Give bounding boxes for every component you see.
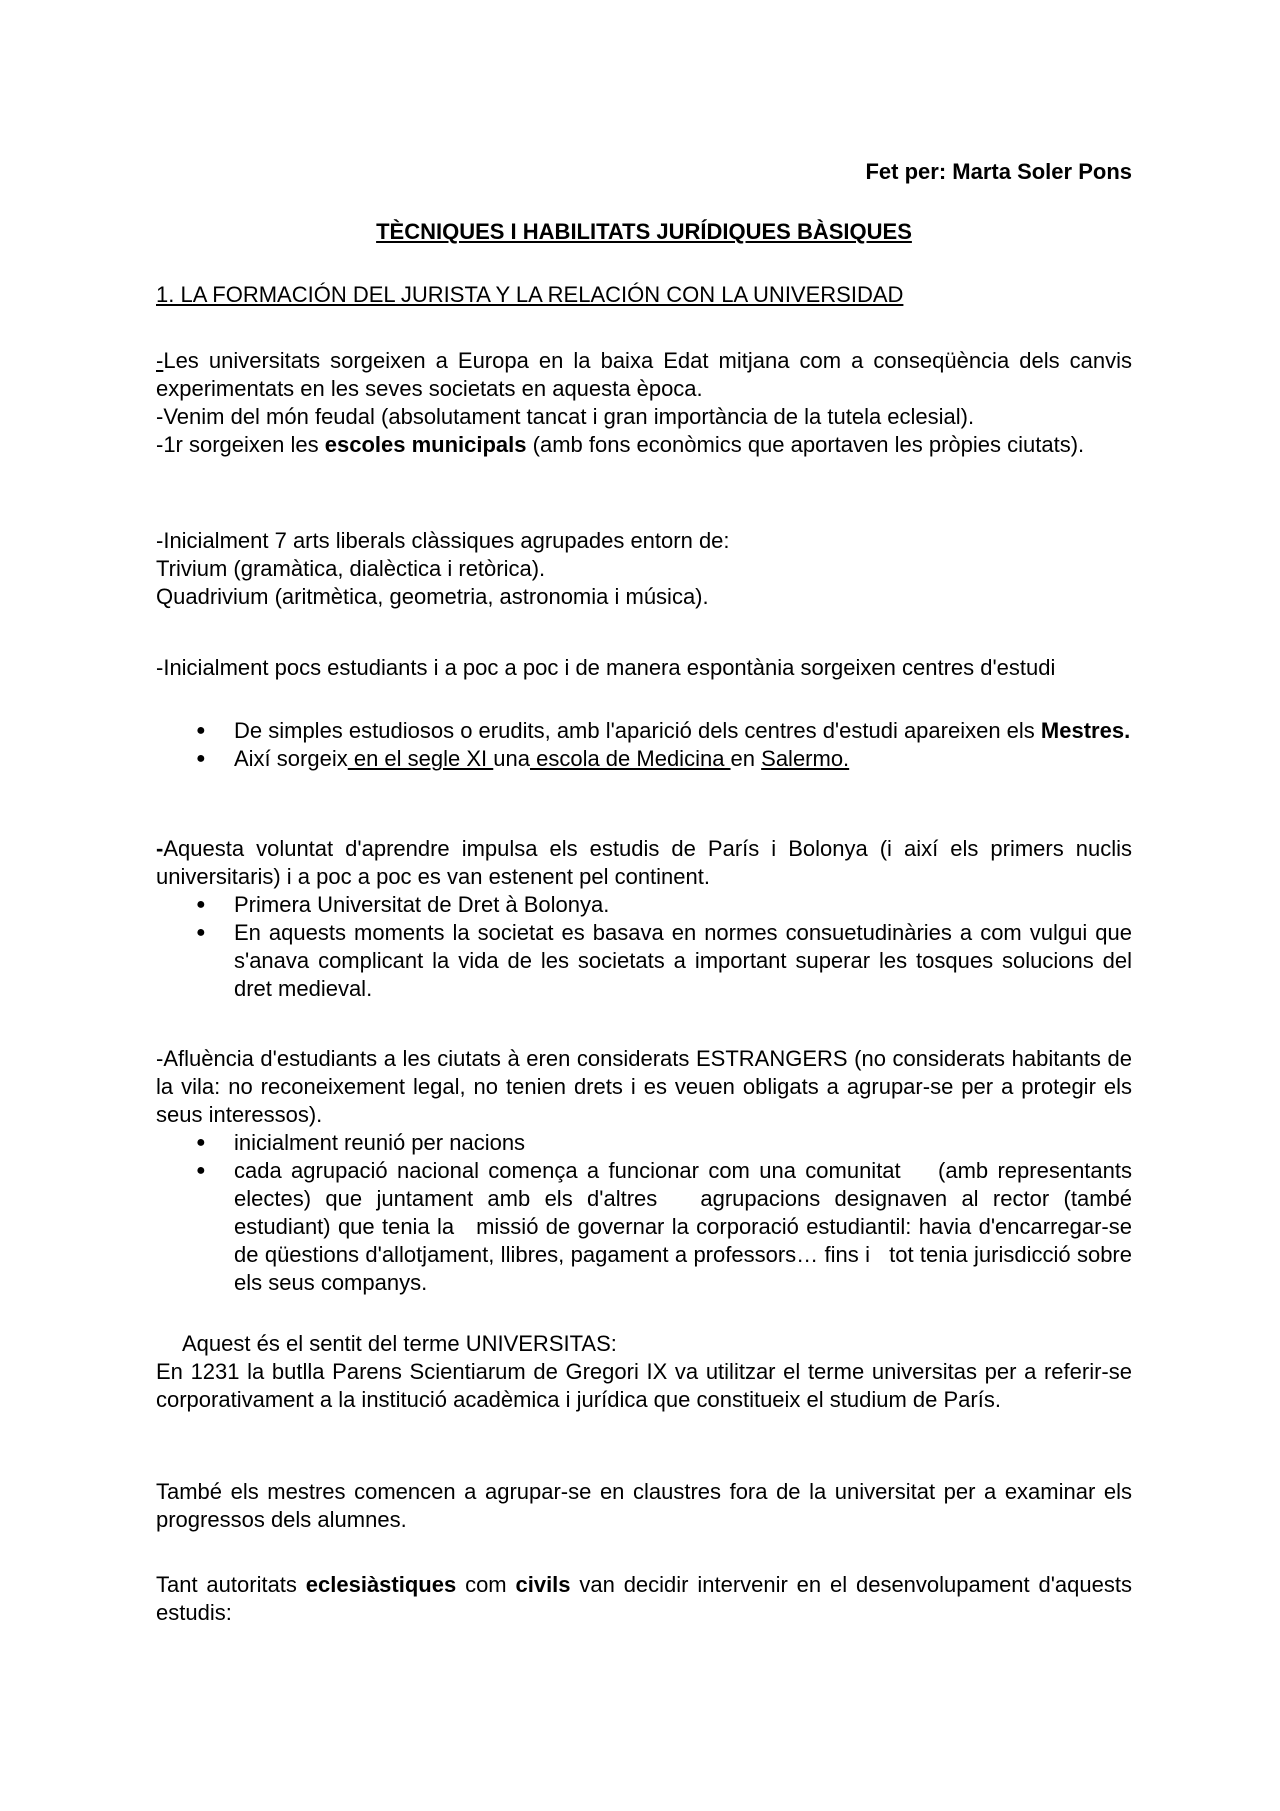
- bullet-text-e: en: [730, 746, 762, 771]
- author-line: Fet per: Marta Soler Pons: [865, 159, 1132, 184]
- intro-paragraph-2: -Venim del món feudal (absolutament tancat i gran importància de la tutela eclesial).: [156, 404, 975, 429]
- influx-section: [156, 1045, 1151, 1297]
- will-dash: -: [156, 836, 164, 861]
- authorities-paragraph: [156, 1571, 1132, 1627]
- bullet-text-f: Salermo.: [761, 746, 850, 771]
- list-item: [156, 745, 1132, 773]
- will-text: Aquesta voluntat d'aprendre impulsa els estudis de París i Bolonya (i així els primers nuclis universitaris) i a poc a poc es van estenent pel continent.: [156, 836, 1132, 889]
- list-item: ● Primera Universitat de Dret à Bolonya.: [156, 891, 1132, 919]
- will-section: [156, 835, 1132, 1003]
- arts-line-2: Trivium (gramàtica, dialèctica i retòrica).: [156, 556, 546, 581]
- influx-bullet-list: [156, 1129, 1151, 1297]
- intro-paragraph-3: [156, 431, 1132, 459]
- mestres-term: Mestres.: [1040, 718, 1131, 743]
- students-bullet-list: [156, 717, 1132, 773]
- authorities-text-e: van decidir intervenir en el desenvolupament d'aquests estudis:: [156, 1572, 1132, 1625]
- influx-paragraph: -Afluència d'estudiants a les ciutats à eren considerats ESTRANGERS (no considerats habitants de la vila: no reconeixement legal, no tenien drets i es veuen obligats a agrupar-se per a protegir els seus interessos).: [156, 1046, 1132, 1127]
- intro-section: [156, 347, 1132, 459]
- universitas-section: [156, 1330, 1132, 1414]
- bullet-text-c: una: [493, 746, 530, 771]
- arts-line-1: -Inicialment 7 arts liberals clàssiques agrupades entorn de:: [156, 528, 730, 553]
- universitas-line: Aquest és el sentit del terme UNIVERSITAS:: [182, 1331, 617, 1356]
- list-item: [156, 717, 1132, 745]
- bullet-text-b: en el segle XI: [347, 746, 494, 771]
- escoles-municipals-term: escoles municipals: [324, 432, 527, 457]
- list-item: ● En aquests moments la societat es basava en normes consuetudinàries a com vulgui que s'anava complicant la vida de les societats a important superar les tosques solucions del dret medieval.: [156, 919, 1132, 1003]
- masters-paragraph: També els mestres comencen a agrupar-se en claustres fora de la universitat per a examinar els progressos dels alumnes.: [156, 1479, 1132, 1532]
- intro-p3-start: -1r sorgeixen les: [156, 432, 325, 457]
- intro-dash: -: [156, 348, 164, 373]
- bullet-text-a: Així sorgeix: [234, 746, 348, 771]
- bullet-text: De simples estudiosos o erudits, amb l'aparició dels centres d'estudi apareixen els: [234, 718, 1041, 743]
- section-heading: 1. LA FORMACIÓN DEL JURISTA Y LA RELACIÓN CON LA UNIVERSIDAD: [156, 282, 904, 307]
- list-item: ● inicialment reunió per nacions: [156, 1129, 1132, 1157]
- intro-text-1: Les universitats sorgeixen a Europa en la baixa Edat mitjana com a conseqüència dels canvis experimentats en les seves societats en aquesta època.: [156, 348, 1132, 401]
- document-title: TÈCNIQUES I HABILITATS JURÍDIQUES BÀSIQUES: [376, 219, 912, 244]
- students-line: -Inicialment pocs estudiants i a poc a poc i de manera espontània sorgeixen centres d'estudi: [156, 655, 1056, 680]
- universitas-paragraph: En 1231 la butlla Parens Scientiarum de Gregori IX va utilitzar el terme universitas per a referir-se corporativament a la institució acadèmica i jurídica que constitueix el studium de París.: [156, 1359, 1132, 1412]
- eclesiastiques-term: eclesiàstiques: [305, 1572, 457, 1597]
- arts-line-3: Quadrivium (aritmètica, geometria, astronomia i música).: [156, 584, 709, 609]
- civils-term: civils: [515, 1572, 571, 1597]
- will-paragraph: [156, 835, 1132, 891]
- will-bullet-list: [156, 891, 1132, 1003]
- authorities-text-a: Tant autoritats: [156, 1572, 306, 1597]
- arts-section: [156, 527, 1132, 611]
- authorities-text-c: com: [456, 1572, 516, 1597]
- intro-paragraph-1: [156, 347, 1132, 403]
- bullet-text-d: escola de Medicina: [529, 746, 731, 771]
- list-item: ● cada agrupació nacional comença a funcionar com una comunitat (amb representants electes) que juntament amb els d'altres agrupacions designaven al rector (també estudiant) que tenia la missió de governar la corporació estudiantil: havia d'encarregar-se de qüestions d'allotjament, llibres, pagament a professors… fins i tot tenia jurisdicció sobre els seus companys.: [156, 1157, 1132, 1297]
- intro-p3-end: (amb fons econòmics que aportaven les pròpies ciutats).: [526, 432, 1085, 457]
